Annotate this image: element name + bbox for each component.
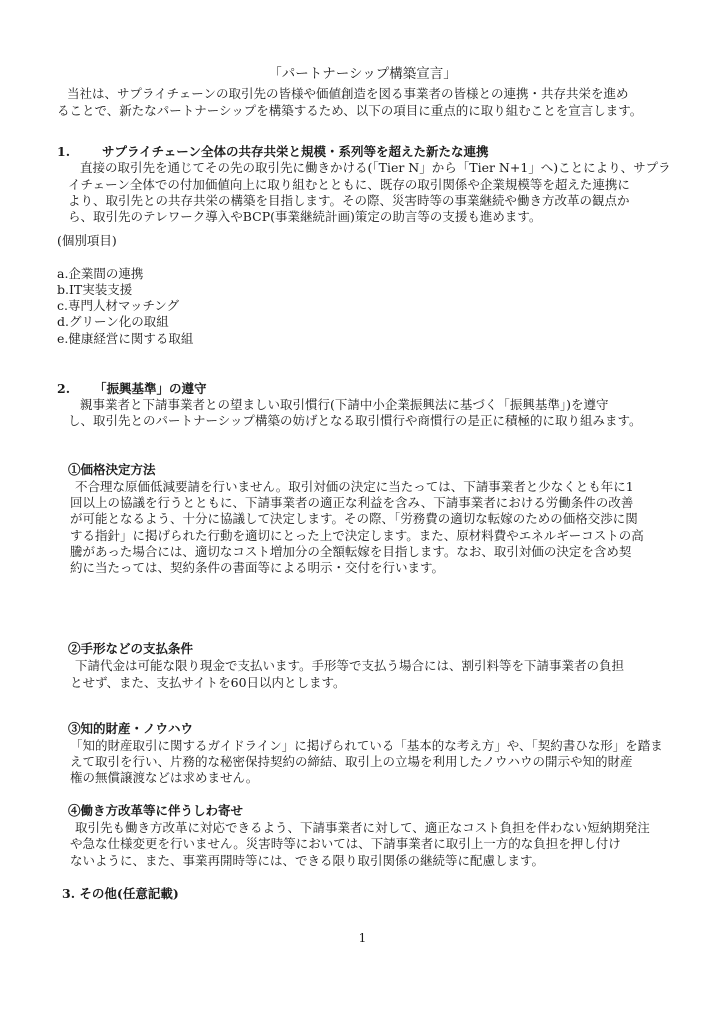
subsection-line: 約に当たっては、契約条件の書面等による明示・交付を行います。 xyxy=(70,560,445,575)
section-1-body-line: ら、取引先のテレワーク導入やBCP(事業継続計画)策定の助言等の支援も進めます。 xyxy=(68,209,542,224)
subsection-line: 取引先も働き方改革に対応できるよう、下請事業者に対して、適正なコスト負担を伴わない短納期発注 xyxy=(75,820,650,835)
list-item: a.企業間の連携 xyxy=(57,266,144,281)
subsection-line: する指針」に掲げられた行動を適切にとった上で決定します。また、原材料費やエネルギーコストの高 xyxy=(70,528,644,543)
subsection-line: えて取引を行い、片務的な秘密保持契約の締結、取引上の立場を利用したノウハウの開示や知的財産 xyxy=(70,754,633,769)
intro-line-2: ることで、新たなパートナーシップを構築するため、以下の項目に重点的に取り組むことを宣言します。 xyxy=(57,103,643,118)
subsection-line: や急な仕様変更を行いません。災害時等においては、下請事業者に取引上一方的な負担を押し付け xyxy=(70,836,621,851)
subsection-heading-ip: ③知的財産・ノウハウ xyxy=(68,721,194,736)
list-item: e.健康経営に関する取組 xyxy=(57,331,194,346)
subsection-line: 騰があった場合には、適切なコスト増加分の全額転嫁を目指します。なお、取引対価の決定を含め契 xyxy=(70,544,632,559)
subsection-line: とせず、また、支払サイトを60日以内とします。 xyxy=(70,675,346,690)
section-2-body-line: 親事業者と下請事業者との望ましい取引慣行(下請中小企業振興法に基づく「振興基準」)を遵守 xyxy=(80,397,609,412)
subsection-heading-payment: ②手形などの支払条件 xyxy=(68,641,194,656)
subsection-line: 権の無償譲渡などは求めません。 xyxy=(70,770,259,785)
subsection-line: が可能となるよう、十分に協議して決定します。その際、「労務費の適切な転嫁のための価格交渉に関 xyxy=(70,511,638,526)
page-number: 1 xyxy=(358,931,367,945)
intro-line-1: 当社は、サプライチェーンの取引先の皆様や価値創造を図る事業者の皆様との連携・共存共栄を進め xyxy=(67,86,629,101)
subsection-heading-pricing: ①価格決定方法 xyxy=(68,462,156,477)
section-1-heading: サプライチェーン全体の共存共栄と規模・系列等を超えた新たな連携 xyxy=(102,144,489,159)
section-1-body-line: より、取引先との共存共栄の構築を目指します。その際、災害時等の事業継続や働き方改革の観点か xyxy=(68,193,630,208)
section-2-body-line: し、取引先とのパートナーシップ構築の妨げとなる取引慣行や商慣行の是正に積極的に取り組みます。 xyxy=(68,413,642,428)
section-1-number: 1. xyxy=(57,144,71,159)
document-title: 「パートナーシップ構築宣言」 xyxy=(268,66,457,82)
subsection-line: ないように、また、事業再開時等には、できる限り取引関係の継続等に配慮します。 xyxy=(70,853,545,868)
subsection-line: 不合理な原価低減要請を行いません。取引対価の決定に当たっては、下請事業者と少なくとも年に1 xyxy=(75,479,634,494)
subsection-line: 「知的財産取引に関するガイドライン」に掲げられている「基本的な考え方」や、「契約書ひな形」を踏ま xyxy=(70,738,663,753)
list-item: c.専門人材マッチング xyxy=(57,298,180,313)
section-2-number: 2. xyxy=(57,381,71,396)
individual-items-label: (個別項目) xyxy=(57,233,117,248)
section-1-body-line: 直接の取引先を通じてその先の取引先に働きかける(「Tier N」から「Tier N+1」へ)ことにより、サプラ xyxy=(80,160,671,175)
subsection-line: 下請代金は可能な限り現金で支払います。手形等で支払う場合には、割引料等を下請事業者の負担 xyxy=(75,658,625,673)
section-1-body-line: イチェーン全体での付加価値向上に取り組むとともに、既存の取引関係や企業規模等を超えた連携に xyxy=(68,177,630,192)
list-item: b.IT実装支援 xyxy=(57,282,133,297)
section-3-heading: 3. その他(任意記載) xyxy=(62,886,179,901)
list-item: d.グリーン化の取組 xyxy=(57,314,169,329)
section-2-heading: 「振興基準」の遵守 xyxy=(94,381,207,396)
subsection-heading-workstyle: ④働き方改革等に伴うしわ寄せ xyxy=(68,803,244,818)
subsection-line: 回以上の協議を行うとともに、下請事業者の適正な利益を含み、下請事業者における労働条件の改善 xyxy=(70,495,634,510)
